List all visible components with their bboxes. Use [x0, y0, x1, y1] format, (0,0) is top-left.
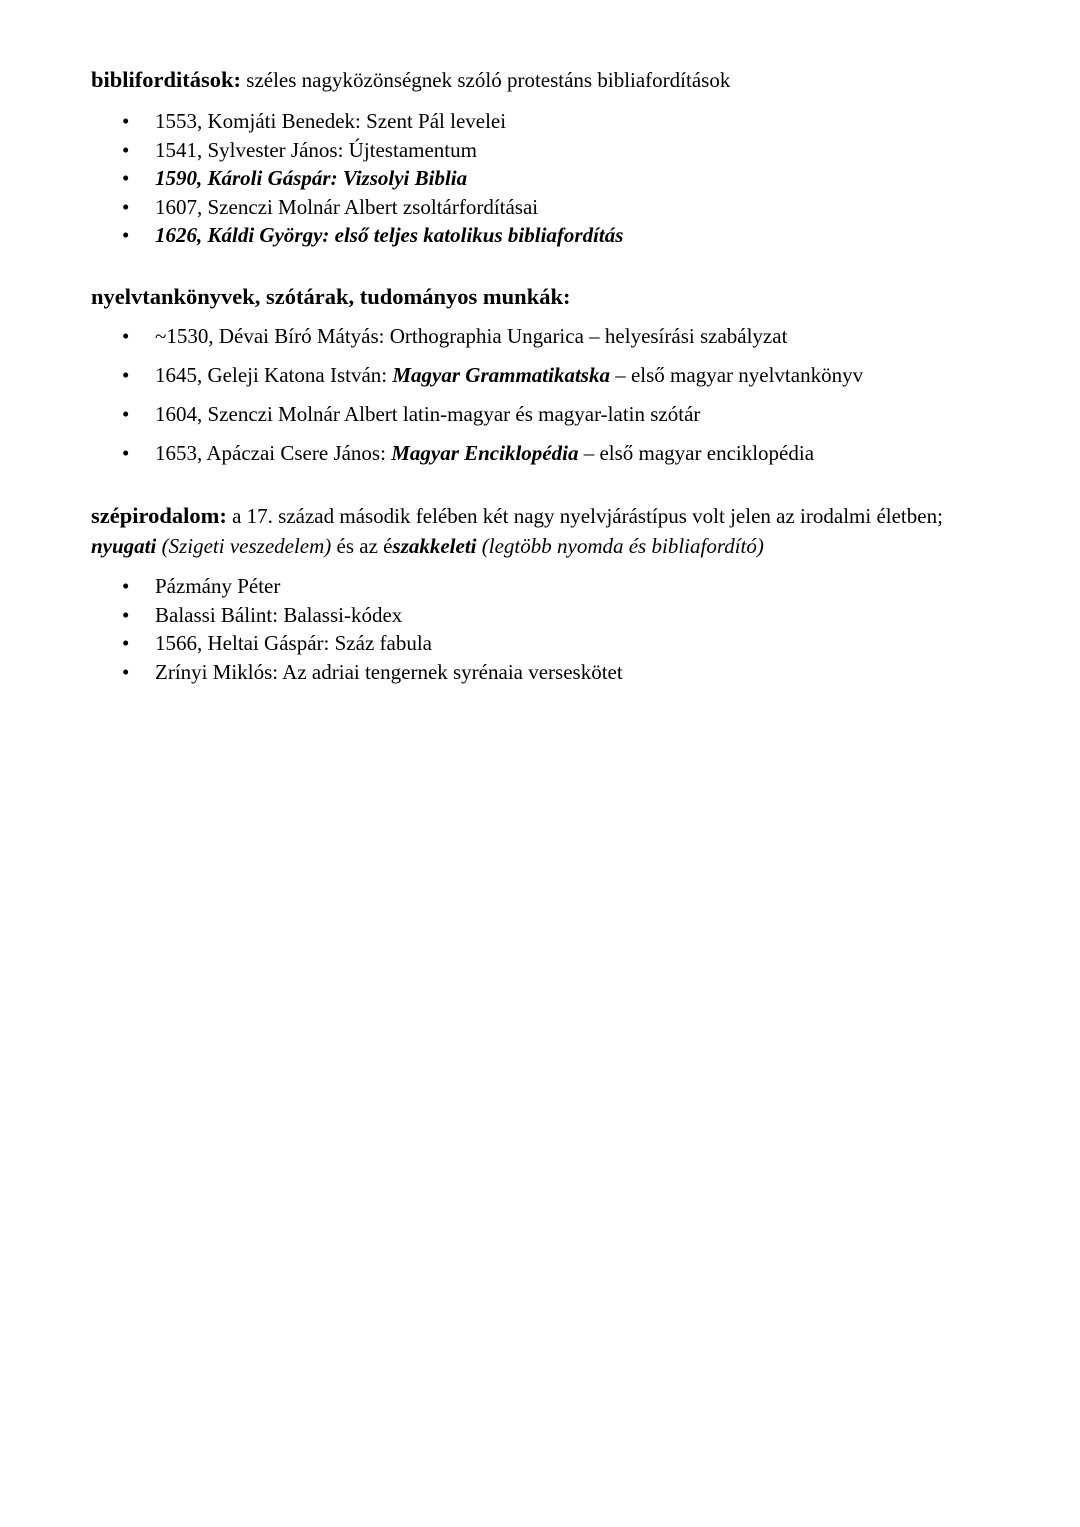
section-title: szépirodalom: [91, 503, 227, 528]
bullet-icon: • [122, 363, 130, 387]
dialect-northeast: szakkeleti [392, 534, 477, 558]
section-heading-literature [91, 501, 991, 561]
list-item [0, 107, 1000, 136]
list-item [0, 572, 1000, 601]
list-item-text: 1541, Sylvester János: Újtestamentum [155, 137, 477, 162]
list-item-text: ~1530, Dévai Bíró Mátyás: Orthographia Ungarica – helyesírási szabályzat [155, 324, 788, 348]
bullet-icon: • [122, 659, 130, 684]
list-item [0, 361, 1000, 400]
list-item [0, 221, 1000, 250]
list-item-text: 1607, Szenczi Molnár Albert zsoltárfordításai [155, 194, 539, 219]
dialect-northeast-note: (legtöbb nyomda és bibliafordító) [476, 534, 764, 558]
list-item [0, 136, 1000, 165]
list-item [0, 193, 1000, 222]
section-description: széles nagyközönségnek szóló protestáns bibliafordítások [246, 68, 731, 92]
list-item-text: 1604, Szenczi Molnár Albert latin-magyar és magyar-latin szótár [155, 402, 701, 426]
list-item-text: 1553, Komjáti Benedek: Szent Pál levelei [155, 109, 507, 133]
list-item-text: 1653, Apáczai Csere János: [155, 441, 392, 465]
list-item [0, 322, 1000, 361]
list-item-text: Balassi Bálint: Balassi-kódex [155, 602, 403, 627]
conjunction-text: és az é [331, 534, 393, 558]
dialect-west-note: (Szigeti veszedelem) [156, 534, 332, 558]
list-item-text: Zrínyi Miklós: Az adriai tengernek syrénaia verseskötet [155, 659, 623, 684]
list-item [0, 601, 1000, 630]
bullet-icon: • [122, 441, 130, 465]
section-title: bibliforditások: [91, 67, 242, 92]
list-item-text: – első magyar enciklopédia [578, 441, 815, 465]
list-item-text: 1566, Heltai Gáspár: Száz fabula [155, 631, 432, 655]
book-title: Magyar Grammatikatska [392, 363, 610, 387]
list-item-text: – első magyar nyelvtankönyv [609, 363, 864, 387]
section-heading-bible [91, 66, 730, 94]
bullet-icon: • [122, 194, 130, 219]
bible-list [0, 107, 1000, 250]
bullet-icon: • [122, 137, 130, 162]
list-item-text: 1590, Károli Gáspár: Vizsolyi Biblia [155, 166, 468, 190]
bullet-icon: • [122, 631, 130, 655]
bullet-icon: • [122, 109, 130, 133]
section-heading-grammar [91, 283, 570, 311]
list-item-text: 1626, Káldi György: első teljes katolikus bibliafordítás [155, 223, 624, 247]
list-item [0, 439, 1000, 478]
bullet-icon: • [122, 574, 130, 598]
bullet-icon: • [122, 402, 130, 426]
bullet-icon: • [122, 324, 130, 348]
section-title: nyelvtankönyvek, szótárak, tudományos munkák: [91, 284, 571, 309]
list-item-text: Pázmány Péter [155, 574, 281, 598]
bullet-icon: • [122, 223, 130, 247]
literature-list [0, 572, 1000, 686]
list-item [0, 400, 1000, 439]
list-item [0, 629, 1000, 658]
section-description: a 17. század második felében két nagy nyelvjárástípus volt jelen az irodalmi életben; [226, 504, 943, 528]
grammar-list [0, 322, 1000, 478]
book-title: Magyar Enciklopédia [391, 441, 579, 465]
dialect-west: nyugati [91, 534, 157, 558]
bullet-icon: • [122, 602, 130, 627]
list-item-text: 1645, Geleji Katona István: [155, 363, 393, 387]
list-item [0, 164, 1000, 193]
list-item [0, 658, 1000, 687]
bullet-icon: • [122, 166, 130, 190]
